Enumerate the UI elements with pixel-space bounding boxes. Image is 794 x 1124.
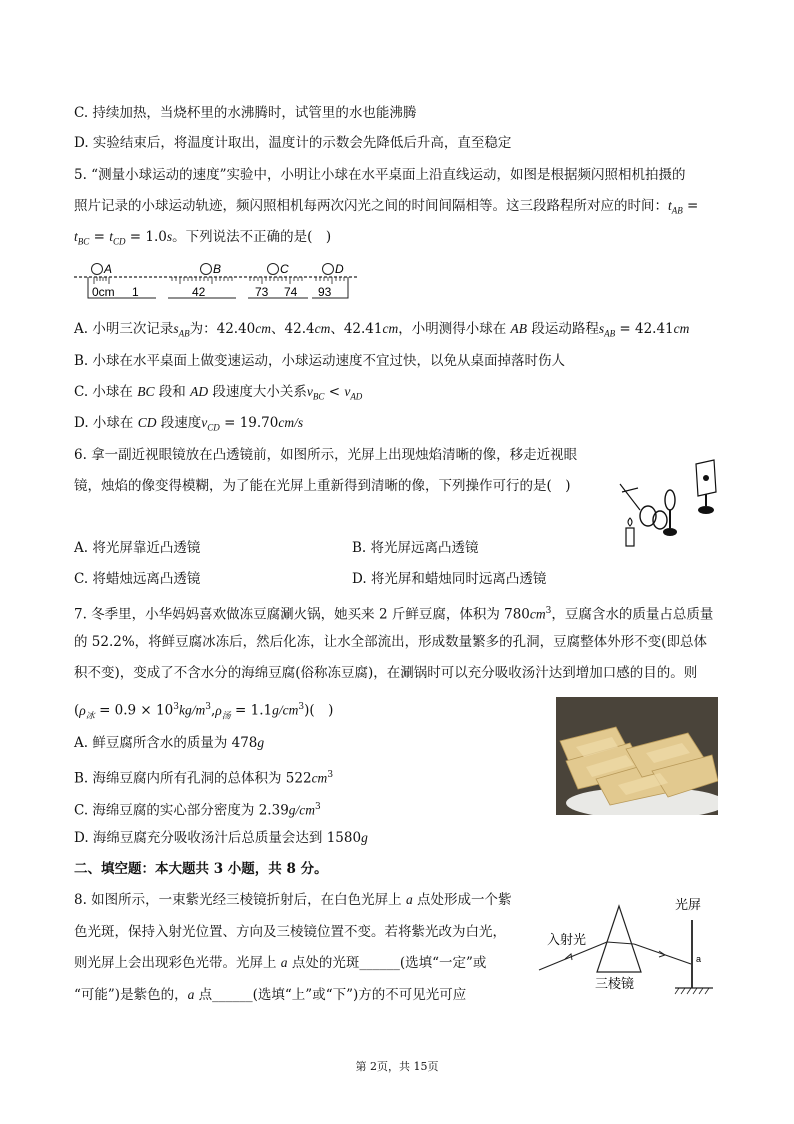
q7-option-b: B. 海绵豆腐内所有孔洞的总体积为 $522cm^3$ [74, 770, 334, 787]
ruler-figure [72, 258, 362, 304]
q8-stem-line3: 则光屏上会出现彩色光带。光屏上 a 点处的光斑______(选填“一定”或 [74, 955, 487, 971]
q5-stem-line3: $t_{BC} = t_{CD} = 1.0s$。下列说法不正确的是( ) [74, 229, 332, 247]
q6-option-b: B. 将光屏远离凸透镜 [352, 540, 479, 556]
q6-option-c: C. 将蜡烛远离凸透镜 [74, 571, 201, 587]
lens-figure [608, 458, 723, 550]
q5-option-c: C. 小球在 BC 段和 AD 段速度大小关系$v_{BC} < v_{AD}$ [74, 384, 363, 402]
q4-option-c: C. 持续加热，当烧杯里的水沸腾时，试管里的水也能沸腾 [74, 105, 417, 121]
q6-stem-line2: 镜，烛焰的像变得模糊，为了能在光屏上重新得到清晰的像，下列操作可行的是( ) [74, 478, 571, 494]
point-b-label: B [213, 262, 222, 276]
q5-option-a: A. 小明三次记录$s_{AB}$为：42.40cm、42.4cm、42.41cm，小明测得小球在 AB 段运动路程$s_{AB} = 42.41cm$ [74, 321, 690, 339]
q5-option-b: B. 小球在水平桌面上做变速运动，小球运动速度不宜过快，以免从桌面掉落时伤人 [74, 353, 566, 369]
q5-stem-line1: 5. “测量小球运动的速度”实验中，小明让小球在水平桌面上沿直线运动，如图是根据频闪照相机拍摄的 [74, 167, 686, 183]
incident-light-label: 入射光 [547, 932, 587, 947]
tick-label: 42 [192, 285, 206, 299]
point-d-label: D [335, 262, 344, 276]
prism-figure [535, 892, 715, 1000]
section-heading: 二、填空题：本大题共 3 小题，共 8 分。 [74, 861, 328, 877]
tick-label: 1 [132, 285, 139, 299]
tick-label: 73 [255, 285, 269, 299]
q6-stem-line1: 6. 拿一副近视眼镜放在凸透镜前，如图所示，光屏上出现烛焰清晰的像，移走近视眼 [74, 447, 578, 463]
q7-option-d: D. 海绵豆腐充分吸收汤汁后总质量会达到 1580g [74, 830, 368, 846]
tick-label: 74 [284, 285, 298, 299]
tofu-photo [556, 697, 718, 815]
q7-stem-line2: 的 52.2%，将鲜豆腐冰冻后，然后化冻，让水全部流出，形成数量繁多的孔洞，豆腐整体外形不变(即总体 [74, 634, 707, 650]
page-footer: 第 2页，共 15页 [355, 1060, 439, 1073]
q5-option-d: D. 小球在 CD 段速度$v_{CD} = 19.70cm/s$ [74, 415, 304, 433]
q7-stem-line3: 积不变)，变成了不含水分的海绵豆腐(俗称冻豆腐)，在涮锅时可以充分吸收汤汁达到增加口感的目的。则 [74, 665, 698, 681]
q7-stem-line4: $(\rho_冰 = 0.9 \times 10^3kg/m^3,\rho_汤 = 1.1g/cm^3)$( ) [74, 702, 334, 721]
point-a-label: A [104, 262, 113, 276]
q4-option-d: D. 实验结束后，将温度计取出，温度计的示数会先降低后升高，直至稳定 [74, 135, 512, 151]
screen-label: 光屏 [675, 897, 702, 912]
tick-label: 0cm [92, 285, 115, 299]
q6-option-a: A. 将光屏靠近凸透镜 [74, 540, 201, 556]
q6-option-d: D. 将光屏和蜡烛同时远离凸透镜 [352, 571, 547, 587]
q7-stem-line1: 7. 冬季里，小华妈妈喜欢做冻豆腐涮火锅，她买来 2 斤鲜豆腐，体积为 $780cm^3$，豆腐含水的质量占总质量 [74, 606, 714, 623]
point-a-label: a [696, 954, 702, 964]
q8-stem-line2: 色光斑，保持入射光位置、方向及三棱镜位置不变。若将紫光改为白光， [74, 924, 506, 940]
q5-stem-line2: 照片记录的小球运动轨迹，频闪照相机每两次闪光之间的时间间隔相等。这三段路程所对应的时间：$t_{AB}$ = [74, 198, 699, 216]
q8-stem-line4: “可能”)是紫色的，a 点______(选填“上”或“下”)方的不可见光可应 [74, 987, 467, 1003]
q8-stem-line1: 8. 如图所示，一束紫光经三棱镜折射后，在白色光屏上 a 点处形成一个紫 [74, 892, 512, 908]
point-c-label: C [280, 262, 289, 276]
q7-option-a: A. 鲜豆腐所含水的质量为 478g [74, 735, 265, 751]
prism-label: 三棱镜 [595, 976, 635, 991]
q7-option-c: C. 海绵豆腐的实心部分密度为 $2.39g/cm^3$ [74, 802, 321, 819]
tick-label: 93 [318, 285, 332, 299]
